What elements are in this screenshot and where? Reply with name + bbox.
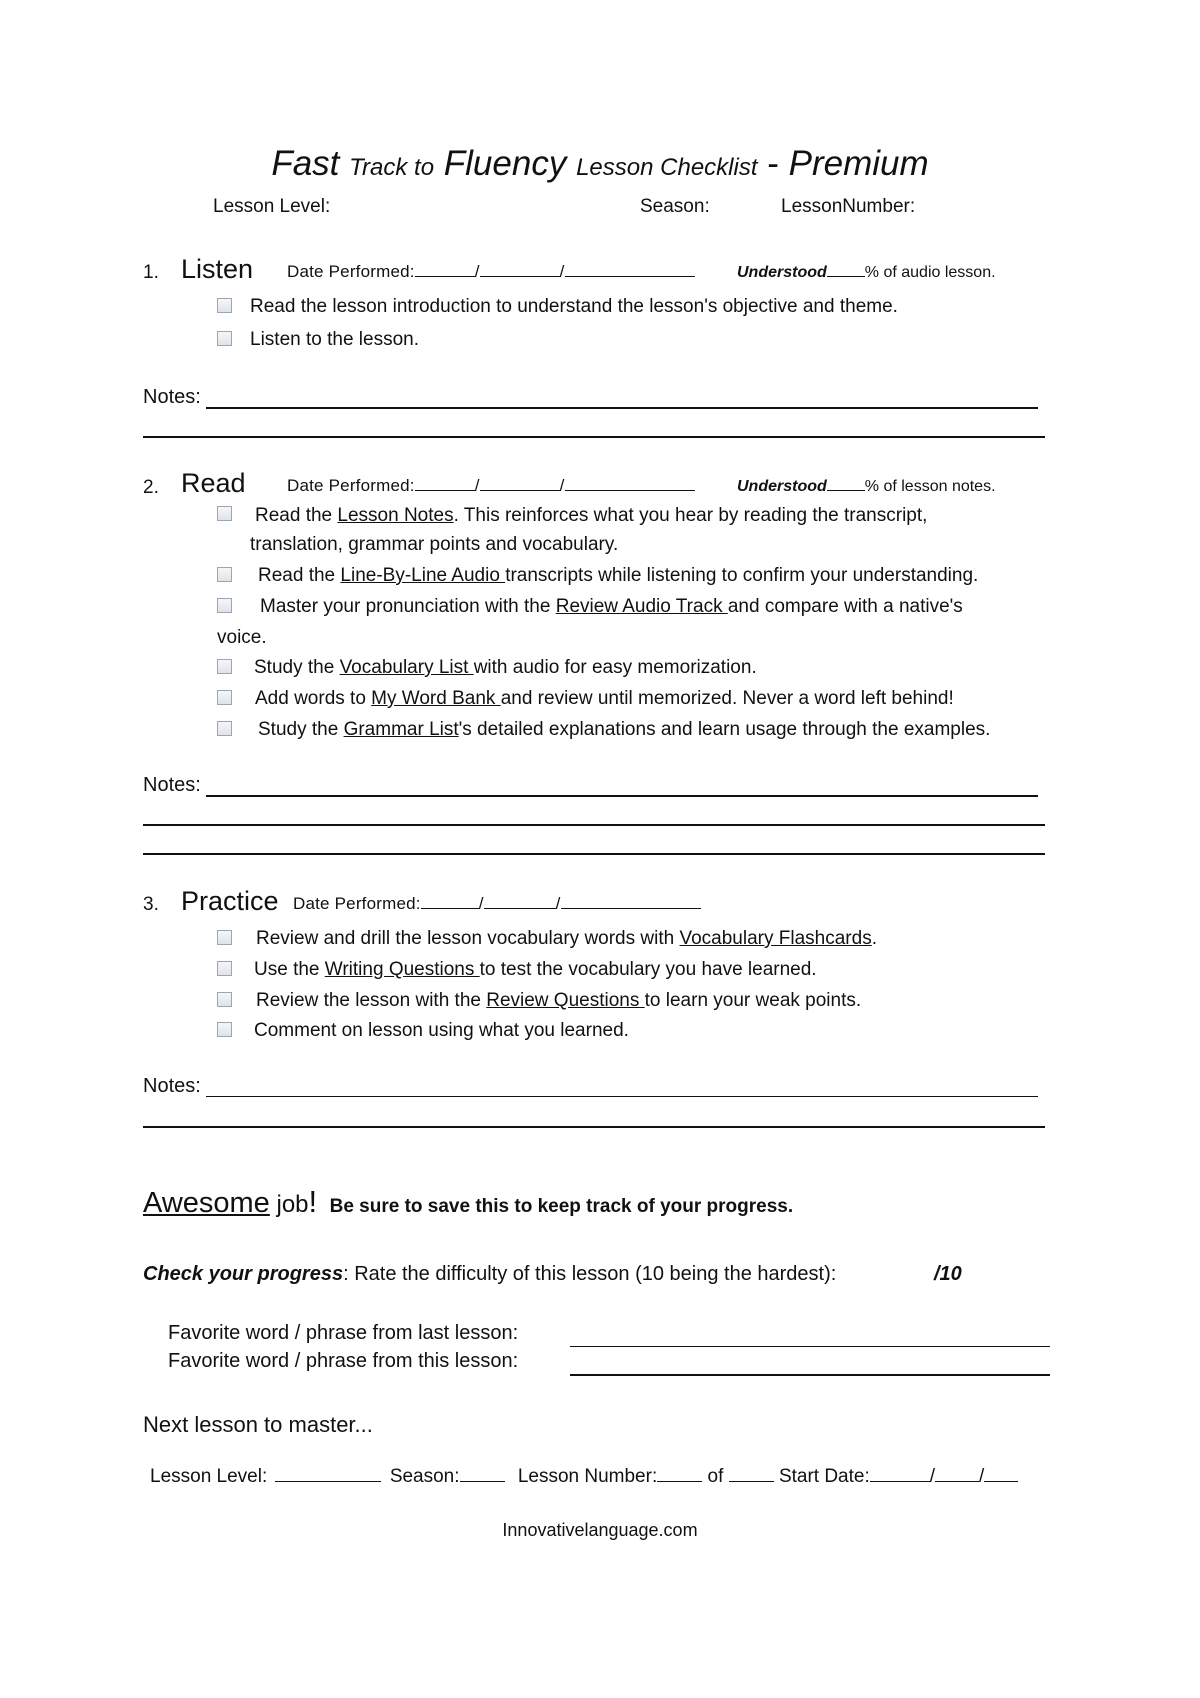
checkbox[interactable] bbox=[217, 690, 232, 705]
date-month-field[interactable] bbox=[415, 276, 475, 277]
practice-date-performed: Date Performed: / / bbox=[293, 894, 701, 914]
notes-label: Notes: bbox=[143, 386, 201, 408]
my-word-bank-link[interactable]: My Word Bank bbox=[371, 688, 501, 709]
next-number-field[interactable] bbox=[657, 1481, 702, 1482]
checkbox[interactable] bbox=[217, 1022, 232, 1037]
favorite-this-field[interactable] bbox=[570, 1374, 1050, 1376]
grammar-list-link[interactable]: Grammar List bbox=[343, 719, 459, 740]
listen-understood: Understood % of audio lesson. bbox=[737, 264, 996, 281]
checkbox[interactable] bbox=[217, 930, 232, 945]
list-item: Study the Vocabulary List with audio for easy memorization. bbox=[254, 657, 757, 678]
list-item-continued: translation, grammar points and vocabulary. bbox=[250, 534, 619, 555]
checkbox[interactable] bbox=[217, 961, 232, 976]
start-month-field[interactable] bbox=[870, 1481, 930, 1482]
understood-percent-field[interactable] bbox=[827, 490, 865, 491]
checkbox[interactable] bbox=[217, 598, 232, 613]
vocabulary-list-link[interactable]: Vocabulary List bbox=[339, 657, 474, 678]
list-item: Read the Lesson Notes. This reinforces what you hear by reading the transcript, bbox=[255, 505, 928, 526]
checkbox[interactable] bbox=[217, 298, 232, 313]
notes-line[interactable] bbox=[206, 407, 1038, 409]
start-year-field[interactable] bbox=[984, 1481, 1018, 1482]
season-label: Season: bbox=[640, 196, 710, 217]
checkbox[interactable] bbox=[217, 659, 232, 674]
list-item: Read the lesson introduction to understand the lesson's objective and theme. bbox=[250, 296, 898, 317]
list-item: Master your pronunciation with the Review Audio Track and compare with a native's bbox=[260, 596, 963, 617]
check-progress: Check your progress: Rate the difficulty of this lesson (10 being the hardest): bbox=[143, 1263, 837, 1285]
lesson-level-label: Lesson Level: bbox=[213, 196, 331, 217]
read-understood: Understood % of lesson notes. bbox=[737, 478, 996, 495]
date-year-field[interactable] bbox=[565, 490, 695, 491]
date-day-field[interactable] bbox=[480, 490, 560, 491]
page-title: Fast Track to Fluency Lesson Checklist - Premium bbox=[271, 144, 929, 183]
next-total-field[interactable] bbox=[729, 1481, 774, 1482]
section-title-listen: Listen bbox=[181, 254, 254, 284]
list-item: Review the lesson with the Review Questions to learn your weak points. bbox=[256, 990, 862, 1011]
vocabulary-flashcards-link[interactable]: Vocabulary Flashcards bbox=[679, 928, 872, 949]
favorite-last-field[interactable] bbox=[570, 1346, 1050, 1347]
list-item: Use the Writing Questions to test the vocabulary you have learned. bbox=[254, 959, 817, 980]
list-item: Study the Grammar List's detailed explanations and learn usage through the examples. bbox=[258, 719, 991, 740]
start-day-field[interactable] bbox=[935, 1481, 979, 1482]
checkbox[interactable] bbox=[217, 721, 232, 736]
favorite-last-label: Favorite word / phrase from last lesson: bbox=[168, 1322, 519, 1344]
footer-site: Innovativelanguage.com bbox=[502, 1520, 698, 1540]
review-questions-link[interactable]: Review Questions bbox=[486, 990, 645, 1011]
notes-label: Notes: bbox=[143, 1075, 201, 1097]
notes-line[interactable] bbox=[143, 436, 1045, 438]
line-by-line-audio-link[interactable]: Line-By-Line Audio bbox=[340, 565, 506, 586]
favorite-this-label: Favorite word / phrase from this lesson: bbox=[168, 1350, 519, 1372]
understood-percent-field[interactable] bbox=[827, 276, 865, 277]
list-item: Comment on lesson using what you learned. bbox=[254, 1020, 629, 1041]
section-number: 2. bbox=[143, 477, 159, 498]
list-item: Read the Line-By-Line Audio transcripts while listening to confirm your understanding. bbox=[258, 565, 979, 586]
writing-questions-link[interactable]: Writing Questions bbox=[324, 959, 480, 980]
notes-line[interactable] bbox=[206, 1096, 1038, 1097]
date-year-field[interactable] bbox=[565, 276, 695, 277]
notes-line[interactable] bbox=[143, 1126, 1045, 1128]
notes-line[interactable] bbox=[206, 795, 1038, 797]
section-title-read: Read bbox=[181, 468, 246, 498]
list-item: Review and drill the lesson vocabulary words with Vocabulary Flashcards. bbox=[256, 928, 877, 949]
awesome-banner: Awesome job! Be sure to save this to keep track of your progress. bbox=[143, 1184, 794, 1219]
checkbox[interactable] bbox=[217, 992, 232, 1007]
next-level-field[interactable] bbox=[275, 1481, 381, 1482]
notes-line[interactable] bbox=[143, 824, 1045, 826]
checkbox[interactable] bbox=[217, 567, 232, 582]
next-season-field[interactable] bbox=[460, 1481, 505, 1482]
section-number: 3. bbox=[143, 894, 159, 915]
lesson-number-label: LessonNumber: bbox=[781, 196, 916, 217]
list-item: Listen to the lesson. bbox=[250, 329, 419, 350]
read-date-performed: Date Performed: / / bbox=[287, 476, 695, 496]
checkbox[interactable] bbox=[217, 331, 232, 346]
date-year-field[interactable] bbox=[561, 908, 701, 909]
lesson-notes-link[interactable]: Lesson Notes bbox=[337, 505, 454, 526]
next-lesson-label: Next lesson to master... bbox=[143, 1412, 373, 1437]
list-item-continued: voice. bbox=[217, 627, 267, 648]
section-number: 1. bbox=[143, 262, 159, 283]
review-audio-track-link[interactable]: Review Audio Track bbox=[555, 596, 728, 617]
date-month-field[interactable] bbox=[415, 490, 475, 491]
date-day-field[interactable] bbox=[484, 908, 556, 909]
difficulty-score: /10 bbox=[934, 1263, 962, 1285]
date-day-field[interactable] bbox=[480, 276, 560, 277]
notes-line[interactable] bbox=[143, 853, 1045, 855]
list-item: Add words to My Word Bank and review until memorized. Never a word left behind! bbox=[255, 688, 954, 709]
listen-date-performed: Date Performed: / / bbox=[287, 262, 695, 282]
next-lesson-row: Lesson Level: Season: Lesson Number: of Start Date: / / bbox=[150, 1466, 1018, 1488]
checkbox[interactable] bbox=[217, 506, 232, 521]
notes-label: Notes: bbox=[143, 774, 201, 796]
section-title-practice: Practice bbox=[181, 886, 279, 916]
date-month-field[interactable] bbox=[421, 908, 479, 909]
